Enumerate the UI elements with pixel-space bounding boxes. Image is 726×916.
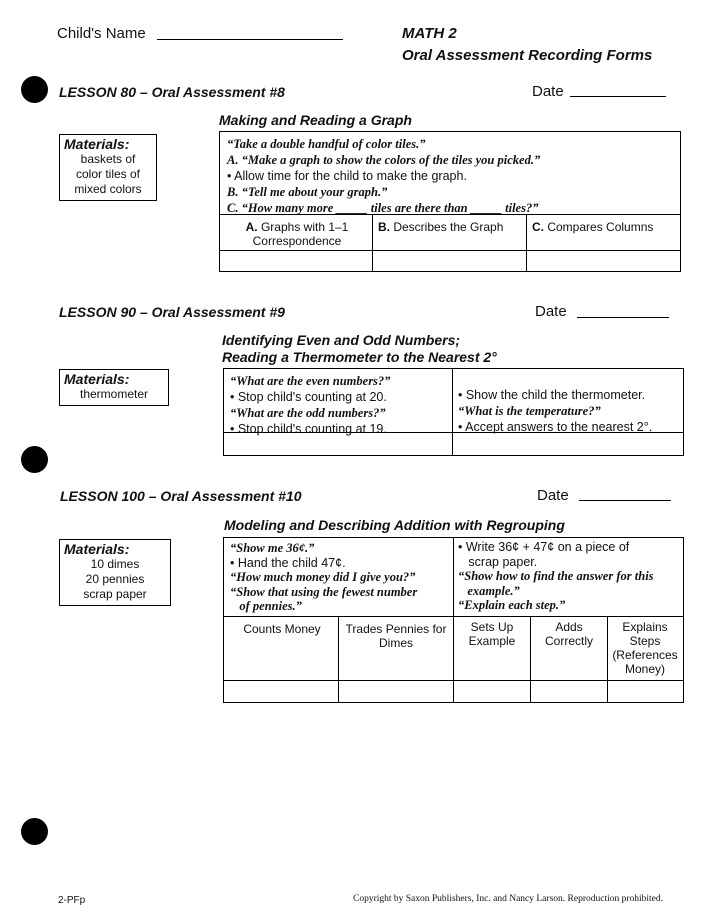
prompt-line: “Take a double handful of color tiles.” [227, 137, 426, 151]
materials-heading: Materials: [64, 541, 130, 557]
prompt-line: A. “Make a graph to show the colors of the tiles you picked.” [227, 153, 541, 167]
instruction-line: • Accept answers to the nearest 2°. [458, 420, 653, 434]
lesson100-heading: LESSON 100 – Oral Assessment #10 [60, 488, 302, 504]
prompt-line: “Explain each step.” [458, 598, 566, 612]
prompt-line: of pennies.” [230, 599, 302, 613]
lesson100-title: Modeling and Describing Addition with Regrouping [224, 517, 565, 533]
column-header: Trades Pennies for Dimes [345, 622, 447, 650]
column-header: Sets Up Example [468, 620, 516, 648]
lesson90-title-line-1: Identifying Even and Odd Numbers; [222, 332, 461, 348]
materials-item: thermometer [79, 387, 149, 401]
prompt-line: “What are the odd numbers?” [230, 406, 386, 420]
column-header: Explains Steps (References Money) [612, 620, 678, 676]
score-cell[interactable] [531, 681, 607, 702]
lesson80-assessment-box [219, 131, 681, 272]
punch-hole-middle [21, 446, 48, 473]
lesson90-assessment-box [223, 368, 684, 456]
punch-hole-bottom [21, 818, 48, 845]
lesson90-title-line-2: Reading a Thermometer to the Nearest 2° [222, 349, 497, 365]
column-header: C. Compares Columns [532, 220, 654, 234]
copyright: Copyright by Saxon Publishers, Inc. and Nancy Larson. Reproduction prohibited. [353, 894, 664, 904]
score-cell[interactable] [453, 433, 683, 455]
prompt-line: “Show how to find the answer for this [458, 569, 654, 583]
materials-item: mixed colors [74, 182, 142, 196]
instruction-line: scrap paper. [458, 554, 538, 569]
materials-item: baskets of [80, 152, 136, 166]
prompt-line: “Show me 36¢.” [230, 541, 315, 555]
score-cell[interactable] [339, 681, 453, 702]
prompt-line: “Show that using the fewest number [230, 584, 418, 599]
lesson90-date-line[interactable] [577, 317, 669, 318]
childs-name-line[interactable] [157, 39, 343, 40]
lesson90-date-label: Date [535, 303, 567, 320]
column-header: B. Describes the Graph [378, 220, 504, 234]
score-cell[interactable] [220, 251, 372, 271]
score-cell[interactable] [373, 251, 526, 271]
lesson100-date-label: Date [537, 487, 569, 504]
prompt-line: C. “How many more _____ tiles are there than _____ tiles?” [227, 201, 539, 215]
score-cell[interactable] [608, 681, 683, 702]
column-header: Adds Correctly [544, 620, 593, 648]
instruction-line: • Hand the child 47¢. [230, 555, 346, 570]
course-title: MATH 2 [402, 25, 457, 42]
page-subtitle: Oral Assessment Recording Forms [402, 47, 653, 64]
score-cell[interactable] [527, 251, 680, 271]
instruction-line: • Allow time for the child to make the graph. [227, 169, 467, 183]
prompt-line: “What are the even numbers?” [230, 374, 391, 388]
instruction-line: • Stop child's counting at 19. [230, 422, 387, 436]
prompt-line: B. “Tell me about your graph.” [227, 185, 388, 199]
form-code: 2-PFp [58, 895, 86, 906]
lesson80-materials-box [59, 134, 157, 201]
materials-item: 20 pennies [85, 572, 145, 586]
instruction-line: • Show the child the thermometer. [458, 388, 646, 402]
lesson80-date-line[interactable] [570, 96, 666, 97]
score-cell[interactable] [224, 433, 452, 455]
lesson80-date-label: Date [532, 83, 564, 100]
materials-heading: Materials: [64, 371, 130, 387]
lesson100-date-line[interactable] [579, 500, 671, 501]
instruction-line: • Stop child's counting at 20. [230, 390, 387, 404]
lesson80-title: Making and Reading a Graph [219, 112, 412, 128]
score-cell[interactable] [224, 681, 338, 702]
score-cell[interactable] [454, 681, 530, 702]
materials-item: 10 dimes [90, 557, 140, 571]
prompt-line: example.” [458, 583, 520, 598]
lesson90-heading: LESSON 90 – Oral Assessment #9 [59, 304, 285, 320]
materials-item: scrap paper [83, 587, 147, 601]
column-header: Counts Money [243, 622, 321, 636]
lesson90-materials-box [59, 369, 169, 406]
materials-heading: Materials: [64, 136, 130, 152]
punch-hole-top [21, 76, 48, 103]
materials-item: color tiles of [75, 167, 141, 181]
prompt-line: “What is the temperature?” [458, 404, 601, 418]
lesson100-assessment-box [223, 537, 684, 703]
prompt-line: “How much money did I give you?” [230, 570, 416, 584]
column-header: A. Graphs with 1–1 Correspondence [245, 220, 349, 248]
instruction-line: • Write 36¢ + 47¢ on a piece of [458, 540, 630, 554]
lesson100-materials-box [59, 539, 171, 606]
lesson80-heading: LESSON 80 – Oral Assessment #8 [59, 84, 285, 100]
childs-name-label: Child's Name [57, 25, 146, 42]
